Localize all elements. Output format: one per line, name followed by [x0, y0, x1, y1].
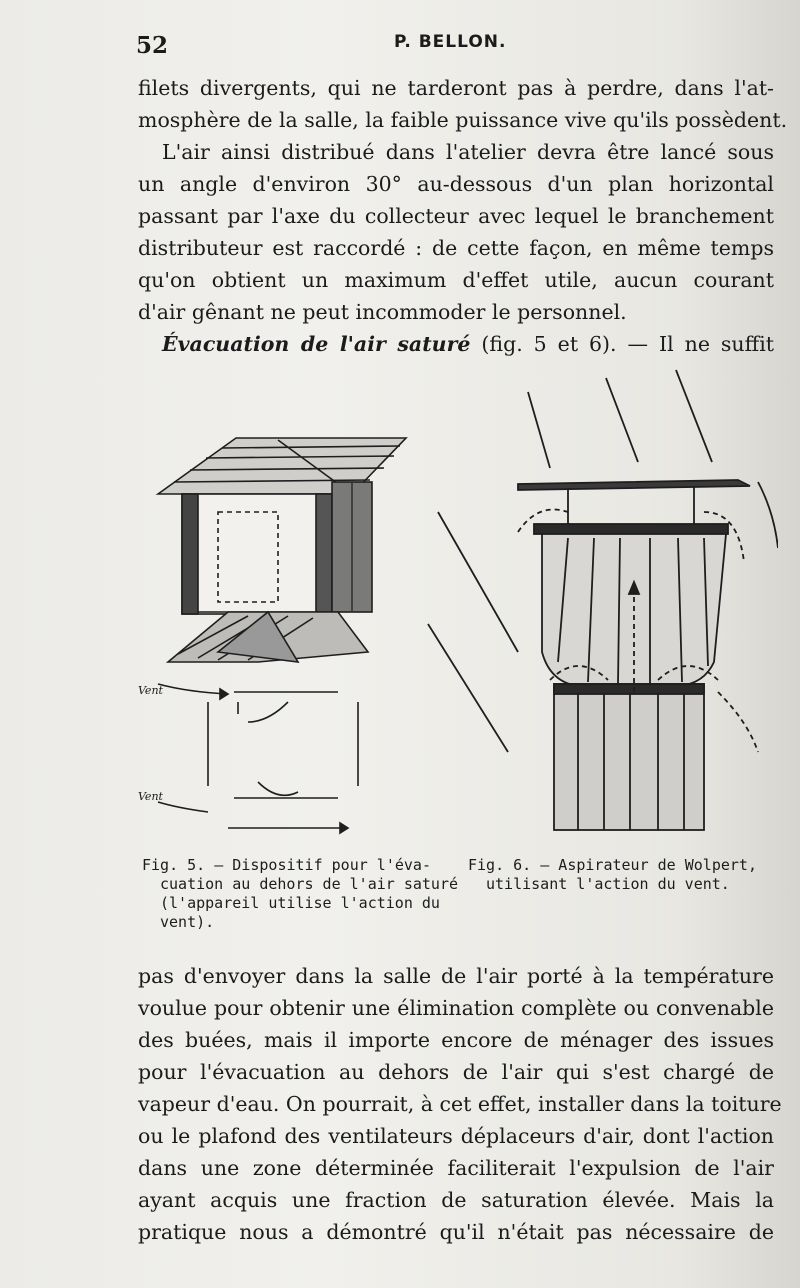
- text-line: un angle d'environ 30° au-dessous d'un plan horizontal: [138, 172, 774, 196]
- text-line: pratique nous a démontré qu'il n'était pas nécessaire de: [138, 1220, 774, 1244]
- figures-illustration: [138, 362, 778, 850]
- caption-line: utilisant l'action du vent.: [486, 875, 730, 893]
- text-line: pour l'évacuation au dehors de l'air qui s'est chargé de: [138, 1060, 774, 1084]
- figures-area: [138, 362, 778, 850]
- text-line: vapeur d'eau. On pourrait, à cet effet, installer dans la toiture: [138, 1092, 782, 1116]
- fig6-aspirator-drawing: [428, 370, 778, 830]
- page-header: [136, 30, 776, 60]
- text-line: distributeur est raccordé : de cette façon, en même temps: [138, 236, 774, 260]
- text-line: dans une zone déterminée faciliterait l'expulsion de l'air: [138, 1156, 774, 1180]
- text-line: L'air ainsi distribué dans l'atelier devra être lancé sous: [162, 140, 774, 164]
- running-head: P. BELLON.: [394, 32, 507, 52]
- fig5-ventilator-drawing: [158, 438, 406, 662]
- section-title: Évacuation de l'air saturé: [162, 332, 471, 356]
- fig5-caption: [142, 856, 459, 932]
- text-line: pas d'envoyer dans la salle de l'air porté à la température: [138, 964, 774, 988]
- text-line: ou le plafond des ventilateurs déplaceurs d'air, dont l'action: [138, 1124, 774, 1148]
- text-line: ayant acquis une fraction de saturation élevée. Mais la: [138, 1188, 774, 1212]
- top-text: [138, 72, 788, 360]
- text-line: mosphère de la salle, la faible puissance vive qu'ils possèdent.: [138, 108, 788, 132]
- text-line: filets divergents, qui ne tarderont pas à perdre, dans l'at-: [138, 76, 774, 100]
- caption-line: vent).: [160, 913, 215, 931]
- text-line: voulue pour obtenir une élimination complète ou convenable: [138, 996, 774, 1020]
- caption-line: Fig. 6. — Aspirateur de Wolpert,: [468, 856, 757, 874]
- text-line: passant par l'axe du collecteur avec lequel le branchement: [138, 204, 774, 228]
- page-number: 52: [136, 32, 169, 59]
- caption-line: (l'appareil utilise l'action du: [160, 894, 440, 912]
- text-line: qu'on obtient un maximum d'effet utile, aucun courant: [138, 268, 774, 292]
- fig5-airflow-plan: [158, 684, 358, 833]
- fig5-wind-label-top: Vent: [138, 684, 163, 697]
- text-line: d'air gênant ne peut incommoder le personnel.: [138, 300, 627, 324]
- section-line-rest: (fig. 5 et 6). — Il ne suffit: [470, 332, 774, 356]
- text-line: des buées, mais il importe encore de ménager des issues: [138, 1028, 774, 1052]
- bottom-text: [138, 960, 782, 1248]
- caption-line: cuation au dehors de l'air saturé: [160, 875, 459, 893]
- section-line: [138, 328, 774, 360]
- fig5-wind-label-bottom: Vent: [138, 790, 163, 803]
- fig6-caption: [468, 856, 778, 894]
- caption-line: Fig. 5. — Dispositif pour l'éva-: [142, 856, 431, 874]
